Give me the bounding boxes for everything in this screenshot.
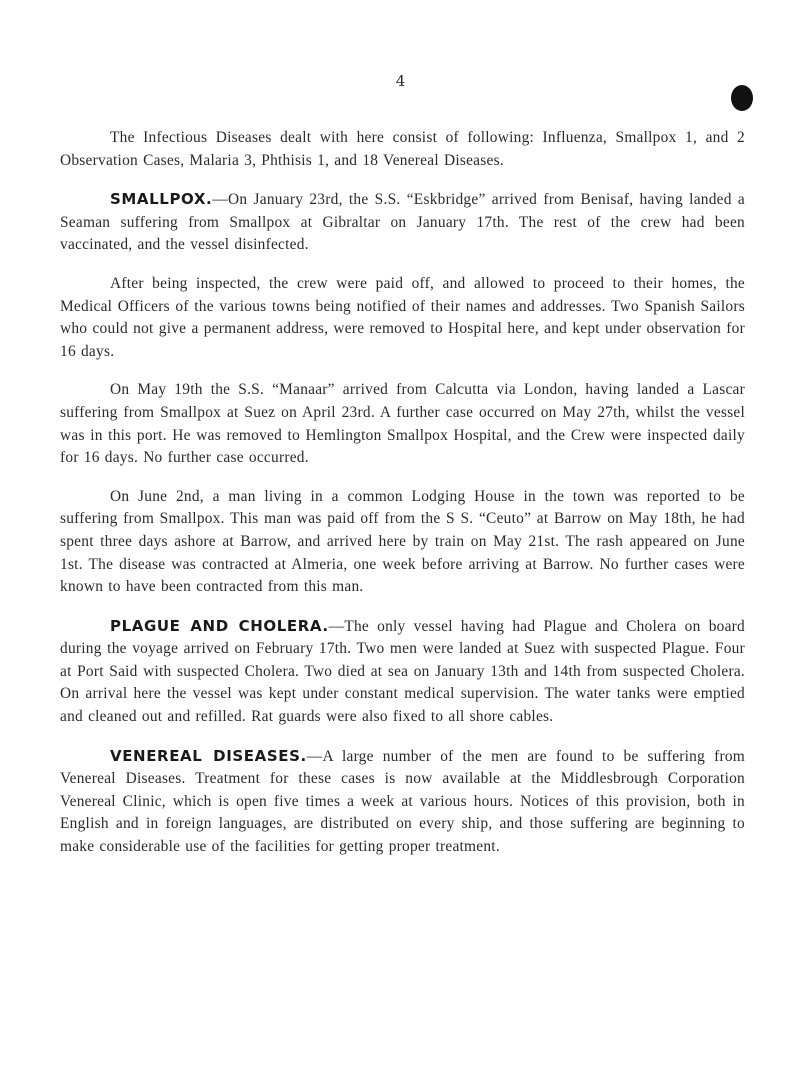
report-body <box>60 127 745 875</box>
page-number: 4 <box>395 72 406 90</box>
paragraph-smallpox <box>60 188 745 257</box>
paragraph-text: —The only vessel having had Plague and Cholera on board during the voyage arrived on February 17th. Two men were landed at Suez with suspected Plague. Four at Port Said with suspected Cholera. Two died at sea on January 13th and 14th from suspected Cholera. On arrival here the vessel was kept under constant medical supervision. The water tanks were emptied and cleaned out and refilled. Rat guards were also fixed to all shore cables. <box>60 617 745 726</box>
ink-blot <box>731 85 753 111</box>
paragraph-text: On May 19th the S.S. “Manaar” arrived from Calcutta via London, having landed a Lascar suffering from Smallpox at Suez on April 23rd. A further case occurred on May 27th, whilst the vessel was in this port. He was removed to Hemlington Smallpox Hospital, and the Crew were inspected daily for 16 days. No further case occurred. <box>60 381 745 467</box>
paragraph-venereal-diseases <box>60 745 745 859</box>
paragraph-plague-cholera <box>60 615 745 729</box>
paragraph-lodging-house <box>60 486 745 599</box>
paragraph-crew-inspection <box>60 273 745 363</box>
paragraph-text: The Infectious Diseases dealt with here consist of following: Influenza, Smallpox 1, and 2 Observation Cases, Malaria 3, Phthisis 1, and 18 Venereal Diseases. <box>60 129 745 169</box>
paragraph-infectious-diseases <box>60 127 745 172</box>
paragraph-text: On June 2nd, a man living in a common Lodging House in the town was reported to be suffering from Smallpox. This man was paid off from the S S. “Ceuto” at Barrow on May 18th, he had spent three days ashore at Barrow, and arrived here by train on May 21st. The rash appeared on June 1st. The disease was contracted at Almeria, one week before arriving at Barrow. No further cases were known to have been contracted from this man. <box>60 487 745 596</box>
paragraph-text: —On January 23rd, the S.S. “Eskbridge” arrived from Benisaf, having landed a Seaman suffering from Smallpox at Gibraltar on January 17th. The rest of the crew had been vaccinated, and the vessel disinfected. <box>60 191 745 254</box>
paragraph-text: After being inspected, the crew were paid off, and allowed to proceed to their homes, the Medical Officers of the various towns being notified of their names and addresses. Two Spanish Sailors who could not give a permanent address, were removed to Hospital here, and kept under observation for 16 days. <box>60 274 745 360</box>
section-heading-smallpox: SMALLPOX. <box>110 190 213 209</box>
paragraph-manaar <box>60 379 745 469</box>
section-heading-venereal-diseases: VENEREAL DISEASES. <box>110 746 307 765</box>
section-heading-plague-cholera: PLAGUE AND CHOLERA. <box>110 616 329 635</box>
paragraph-text: —A large number of the men are found to be suffering from Venereal Diseases. Treatment for these cases is now available at the Middlesbrough Corporation Venereal Clinic, which is open five times a week at various hours. Notices of this provision, both in English and in foreign languages, are distributed on every ship, and those suffering are beginning to make considerable use of the facilities for getting proper treatment. <box>60 747 745 856</box>
